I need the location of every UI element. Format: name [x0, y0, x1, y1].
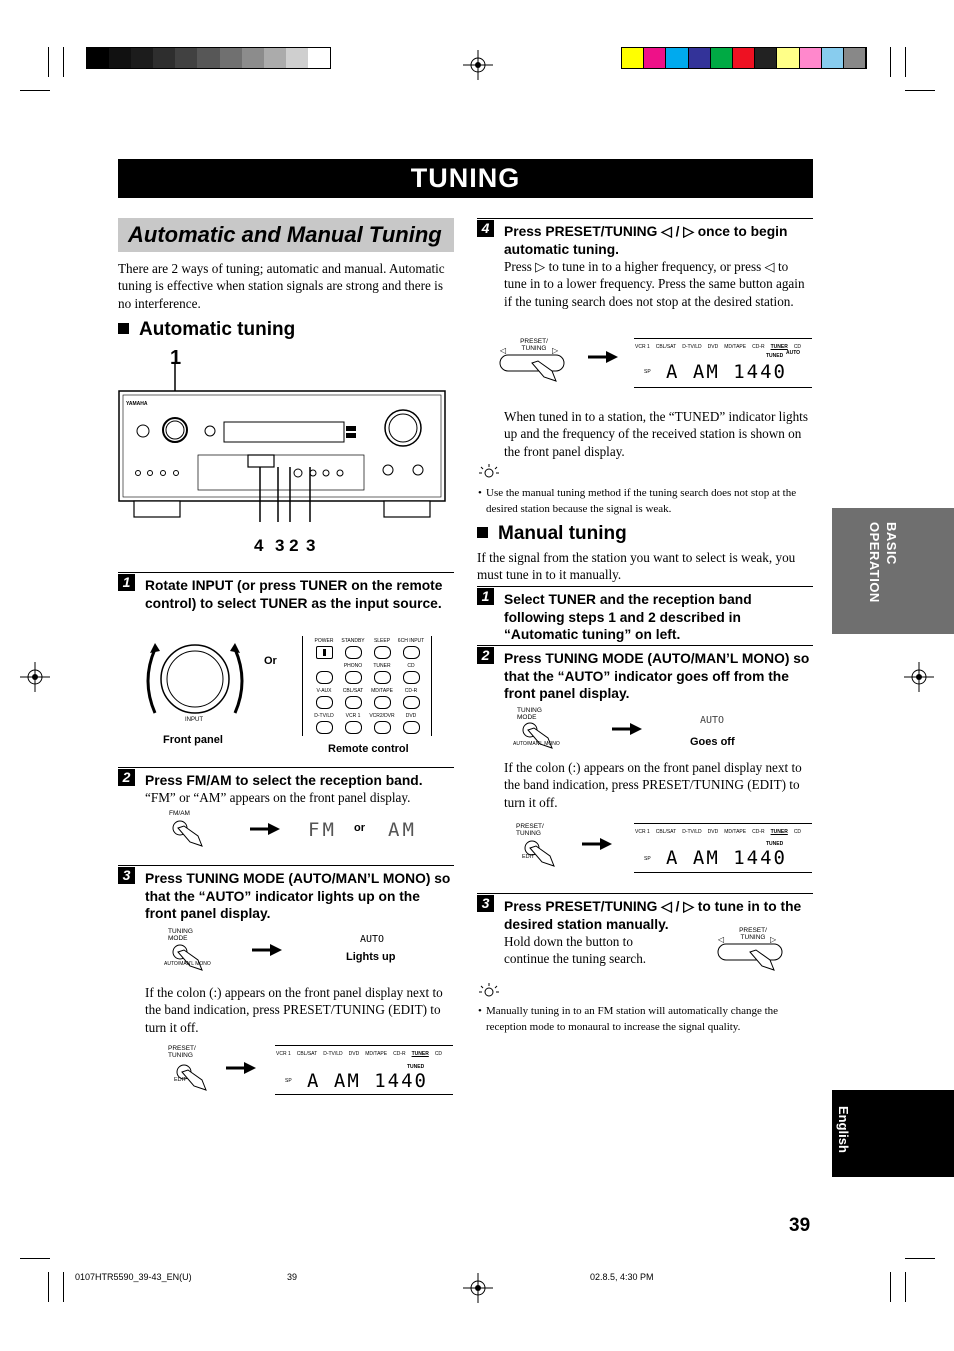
- lcd-input-label: DVD: [348, 1051, 360, 1057]
- remote-button-label: TUNER: [373, 663, 391, 669]
- page-title: TUNING: [118, 159, 813, 198]
- remote-button-label: DVD: [405, 713, 417, 719]
- lcd-input-label: D-TV/LD: [323, 1051, 343, 1057]
- remote-button-label: PHONO: [343, 663, 363, 669]
- arrow-right-icon: [588, 351, 618, 363]
- lcd-input-label: VCR 1: [635, 829, 650, 835]
- callout-3: 3: [306, 536, 316, 555]
- manual-step-2-note: If the colon (:) appears on the front panel display next to the band indication, press PRESET/TUNING (EDIT) to turn it off.: [504, 760, 802, 810]
- lcd-input-label: CBL/SAT: [655, 829, 677, 835]
- color-swatch: [622, 48, 644, 68]
- callout-4: 4: [254, 536, 264, 555]
- hand-pressing-icon: [168, 818, 208, 850]
- automatic-tuning-label: Automatic tuning: [139, 319, 296, 340]
- step-number: 1: [118, 574, 135, 591]
- lcd-input-label: TUNER: [770, 344, 788, 350]
- color-swatch: [733, 48, 755, 68]
- lcd-input-label: TUNER: [770, 829, 788, 835]
- color-swatch: [777, 48, 799, 68]
- remote-button[interactable]: [403, 721, 420, 734]
- crop-mark: [63, 1272, 64, 1302]
- manual-step-1-heading: Select TUNER and the reception band following steps 1 and 2 described in “Automatic tuning” on left.: [504, 592, 752, 643]
- remote-button-label: CD: [407, 663, 415, 669]
- color-swatch: [644, 48, 666, 68]
- step-number: 2: [477, 647, 494, 664]
- crop-mark: [905, 1258, 935, 1259]
- step-number: 2: [118, 769, 135, 786]
- step-number: 3: [118, 867, 135, 884]
- auto-indicator: AUTO: [700, 715, 725, 726]
- auto-mono-label: AUTO/MAN'L MONO: [513, 741, 560, 747]
- remote-button[interactable]: [403, 646, 420, 659]
- step-rule: [118, 572, 454, 573]
- step-4-body: Press ▷ to tune in to a higher frequency, or press ◁ to tune in to a lower frequency. Press the same button again if the tuning search does not stop at the desired station.: [504, 259, 805, 309]
- auto-lcd-indicator: AUTO: [786, 350, 801, 356]
- remote-control-illustration: [302, 636, 432, 736]
- svg-text:▷: ▷: [552, 346, 559, 355]
- color-swatch: [666, 48, 688, 68]
- remote-button[interactable]: [374, 646, 391, 659]
- remote-button-label: 6CH INPUT: [397, 638, 425, 644]
- lcd-input-label: CD-R: [752, 829, 765, 835]
- arrow-right-icon: [252, 944, 282, 956]
- remote-button-label: MD/TAPE: [371, 688, 393, 694]
- color-swatch: [755, 48, 777, 68]
- remote-button[interactable]: [403, 696, 420, 709]
- preset-tuning-label: PRESET/ TUNING: [516, 823, 544, 837]
- sp-indicator: SP: [285, 1078, 292, 1084]
- edit-label: EDIT: [174, 1077, 187, 1083]
- manual-step-2-heading: Press TUNING MODE (AUTO/MAN’L MONO) so that the “AUTO” indicator goes off from the front panel display.: [504, 651, 810, 702]
- step-number: 4: [477, 220, 494, 237]
- remote-button-label: V-AUX: [316, 688, 332, 694]
- callout-1: 1: [170, 347, 182, 369]
- or-label: Or: [264, 655, 277, 667]
- lcd-fm-segment: FM: [308, 819, 337, 841]
- preset-tuning-label: PRESET/ TUNING: [739, 927, 767, 941]
- registration-mark: [463, 50, 493, 80]
- remote-button[interactable]: [316, 671, 333, 684]
- step-rule: [118, 767, 454, 768]
- preset-tuning-button-icon: [716, 934, 796, 974]
- grayscale-bar: [86, 47, 331, 69]
- svg-text:◁: ◁: [500, 346, 507, 355]
- svg-text:◁: ◁: [718, 935, 725, 944]
- bullet: •: [478, 1005, 482, 1017]
- front-panel-caption: Front panel: [163, 734, 223, 746]
- remote-button[interactable]: [316, 721, 333, 734]
- side-tab-english-label: English: [836, 1106, 851, 1153]
- color-swatch: [800, 48, 822, 68]
- front-panel-display: [275, 1045, 453, 1095]
- tip-1: [478, 485, 808, 517]
- step-number: 1: [477, 588, 494, 605]
- remote-button-label: CD-R: [404, 688, 418, 694]
- lcd-input-label: CD: [793, 829, 802, 835]
- square-bullet-icon: [477, 527, 488, 538]
- tuned-indicator: TUNED: [766, 841, 784, 847]
- lcd-input-label: DVD: [707, 829, 719, 835]
- step-rule: [118, 865, 454, 866]
- side-tab-basic-operation: [832, 508, 954, 634]
- step-rule: [477, 586, 813, 587]
- crop-mark: [890, 47, 891, 77]
- front-panel-display: [634, 338, 812, 388]
- remote-button-label: SLEEP: [373, 638, 391, 644]
- remote-button[interactable]: [316, 696, 333, 709]
- step-rule: [477, 645, 813, 646]
- tuned-indicator: TUNED: [407, 1064, 425, 1070]
- auto-mono-label: AUTO/MAN'L MONO: [164, 961, 211, 967]
- lcd-input-label: CD-R: [752, 344, 765, 350]
- crop-mark: [63, 47, 64, 77]
- lcd-input-label: D-TV/LD: [682, 829, 702, 835]
- arrow-right-icon: [226, 1062, 256, 1074]
- remote-button-label: VCR2/DVR: [369, 713, 395, 719]
- bullet: •: [478, 487, 482, 499]
- lcd-input-label: CD: [793, 344, 802, 350]
- edit-label: EDIT: [522, 854, 535, 860]
- color-swatch: [711, 48, 733, 68]
- auto-indicator: AUTO: [360, 934, 385, 945]
- section-title: Automatic and Manual Tuning: [118, 218, 454, 252]
- crop-mark: [905, 47, 906, 77]
- lights-up-caption: Lights up: [346, 951, 396, 963]
- remote-button[interactable]: [345, 696, 362, 709]
- remote-button[interactable]: [316, 646, 333, 659]
- receiver-brand: YAMAHA: [126, 401, 148, 407]
- arrow-right-icon: [250, 823, 280, 835]
- lcd-readout: A AM 1440: [666, 847, 787, 869]
- preset-tuning-label: PRESET/ TUNING: [520, 338, 548, 352]
- arrow-right-icon: [582, 838, 612, 850]
- automatic-tuning-heading: [118, 319, 295, 341]
- step-2-heading: Press FM/AM to select the reception band.: [145, 773, 423, 788]
- footer-right: 02.8.5, 4:30 PM: [590, 1272, 654, 1282]
- manual-tuning-label: Manual tuning: [498, 523, 627, 544]
- registration-mark: [463, 1273, 493, 1303]
- remote-button[interactable]: [345, 671, 362, 684]
- step-rule: [477, 893, 813, 894]
- tip-2-text: Manually tuning in to an FM station will automatically change the reception mode to monaural to increase the signal quality.: [486, 1005, 779, 1033]
- tip-2: [478, 1003, 810, 1035]
- remote-button[interactable]: [374, 671, 391, 684]
- color-swatch: [844, 48, 866, 68]
- crop-mark: [890, 1272, 891, 1302]
- crop-mark: [48, 47, 49, 77]
- lcd-input-label: CD-R: [393, 1051, 406, 1057]
- remote-button-label: POWER: [314, 638, 334, 644]
- color-swatch: [689, 48, 711, 68]
- lcd-input-label: VCR 1: [635, 344, 650, 350]
- step-3-note: If the colon (:) appears on the front panel display next to the band indication, press PRESET/TUNING (EDIT) to turn it off.: [145, 985, 443, 1035]
- lcd-input-label: CBL/SAT: [296, 1051, 318, 1057]
- lcd-input-label: TUNER: [411, 1051, 429, 1057]
- remote-button-label: STANDBY: [341, 638, 365, 644]
- sp-indicator: SP: [644, 369, 651, 375]
- sp-indicator: SP: [644, 856, 651, 862]
- remote-button-label: VCR 1: [345, 713, 361, 719]
- manual-step-3-heading: Press PRESET/TUNING ◁ / ▷ to tune in to the desired station manually.: [504, 899, 802, 932]
- side-tab-basic-label: BASIC OPERATION: [867, 522, 899, 603]
- lcd-input-label: MD/TAPE: [365, 1051, 388, 1057]
- goes-off-caption: Goes off: [690, 736, 735, 748]
- step-2-body: “FM” or “AM” appears on the front panel display.: [145, 790, 411, 805]
- tuned-text: When tuned in to a station, the “TUNED” indicator lights up and the frequency of the received station is shown on the front panel display.: [504, 409, 808, 459]
- color-bar: [621, 47, 867, 69]
- arrow-right-icon: [612, 723, 642, 735]
- hand-pressing-icon: [518, 720, 560, 752]
- tip-lightbulb-icon: [478, 463, 500, 481]
- lcd-input-label: D-TV/LD: [682, 344, 702, 350]
- lcd-input-label: MD/TAPE: [724, 344, 747, 350]
- tuning-mode-label: TUNING MODE: [517, 707, 542, 721]
- hand-pressing-icon: [168, 942, 210, 974]
- remote-button[interactable]: [374, 721, 391, 734]
- fmam-button-label: FM/AM: [169, 810, 190, 817]
- tip-1-text: Use the manual tuning method if the tuning search does not stop at the desired station because the signal is weak.: [486, 487, 797, 515]
- lcd-readout: A AM 1440: [307, 1070, 428, 1092]
- preset-tuning-button-icon: [498, 345, 578, 385]
- registration-mark: [20, 662, 50, 692]
- receiver-front-panel: [118, 360, 448, 522]
- front-panel-display: [634, 823, 812, 873]
- manual-step-3-body: Hold down the button to continue the tuning search.: [504, 934, 647, 967]
- registration-mark: [904, 662, 934, 692]
- square-bullet-icon: [118, 323, 129, 334]
- tuning-mode-label: TUNING MODE: [168, 928, 193, 942]
- crop-mark: [48, 1272, 49, 1302]
- input-knob-illustration: [143, 637, 247, 727]
- remote-button[interactable]: [345, 646, 362, 659]
- lcd-readout: A AM 1440: [666, 361, 787, 383]
- step-1-heading: Rotate INPUT (or press TUNER on the remote control) to select TUNER as the input source.: [145, 578, 443, 611]
- remote-button-label: D-TV/LD: [314, 713, 334, 719]
- crop-mark: [905, 90, 935, 91]
- lcd-input-label: VCR 1: [276, 1051, 291, 1057]
- side-tab-english: [832, 1090, 954, 1177]
- remote-button[interactable]: [374, 696, 391, 709]
- svg-text:▷: ▷: [770, 935, 777, 944]
- lcd-am-segment: AM: [388, 819, 417, 841]
- lcd-input-label: CD: [434, 1051, 443, 1057]
- intro-text: There are 2 ways of tuning; automatic and manual. Automatic tuning is effective when station signals are strong and there is no interference.: [118, 261, 445, 311]
- manual-intro: If the signal from the station you want to select is weak, you must tune in to it manually.: [477, 550, 796, 583]
- input-knob-label: INPUT: [185, 717, 203, 723]
- page-number: 39: [789, 1215, 811, 1236]
- callout-3-2: 3 2: [275, 536, 299, 555]
- crop-mark: [20, 1258, 50, 1259]
- footer-mid: 39: [287, 1272, 298, 1282]
- step-4-heading: Press PRESET/TUNING ◁ / ▷ once to begin automatic tuning.: [504, 224, 788, 257]
- lcd-input-label: DVD: [707, 344, 719, 350]
- tuned-indicator: TUNED: [766, 353, 784, 359]
- remote-button[interactable]: [345, 721, 362, 734]
- lcd-input-label: MD/TAPE: [724, 829, 747, 835]
- manual-tuning-heading: [477, 523, 627, 545]
- crop-mark: [20, 90, 50, 91]
- tip-lightbulb-icon: [478, 982, 500, 1000]
- color-swatch: [822, 48, 844, 68]
- or-label: or: [354, 822, 365, 834]
- preset-tuning-label: PRESET/ TUNING: [168, 1045, 196, 1059]
- lcd-input-label: CBL/SAT: [655, 344, 677, 350]
- remote-button-label: CBL/SAT: [342, 688, 364, 694]
- step-rule: [477, 218, 813, 219]
- crop-mark: [905, 1272, 906, 1302]
- step-number: 3: [477, 895, 494, 912]
- footer-left: 0107HTR5590_39-43_EN(U): [75, 1272, 192, 1282]
- remote-control-caption: Remote control: [328, 743, 409, 755]
- remote-button[interactable]: [403, 671, 420, 684]
- step-3-heading: Press TUNING MODE (AUTO/MAN’L MONO) so that the “AUTO” indicator lights up on the front panel display.: [145, 871, 451, 922]
